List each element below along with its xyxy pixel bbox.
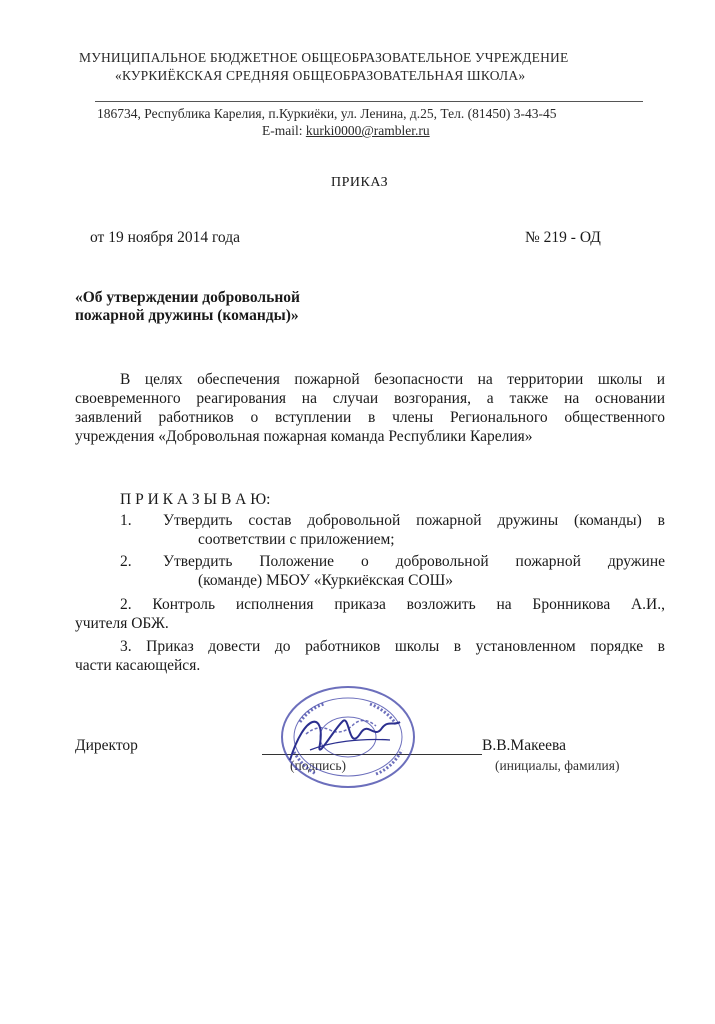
preamble-line3: заявлений работников о вступлении в члены Регионального общественного [75,409,665,426]
order-item-2-line1: Утвердить Положение о добровольной пожарной дружине [163,553,665,570]
signer-name: В.В.Макеева [482,737,566,754]
email-link[interactable]: kurki0000@rambler.ru [305,123,430,138]
signature-caption: (подпись) [290,758,347,773]
email-label: E-mail: [262,123,303,138]
official-stamp-icon [270,682,420,792]
inform-line2: части касающейся. [75,657,201,674]
order-item-1-line2: соответствии с приложением; [198,531,395,548]
org-name-line1: МУНИЦИПАЛЬНОЕ БЮДЖЕТНОЕ ОБЩЕОБРАЗОВАТЕЛЬНОЕ УЧРЕЖДЕНИЕ [79,50,569,65]
org-name-line2: «КУРКИЁКСКАЯ СРЕДНЯЯ ОБЩЕОБРАЗОВАТЕЛЬНАЯ ШКОЛА» [115,68,526,83]
document-subject-line1: «Об утверждении добровольной [75,289,300,306]
document-type: ПРИКАЗ [331,175,389,190]
control-line2: учителя ОБЖ. [75,615,169,632]
document-date: от 19 ноября 2014 года [90,229,241,246]
order-item-2-line2: (команде) МБОУ «Куркиёкская СОШ» [198,572,454,589]
org-email-row [262,123,430,139]
inform-line1: 3. Приказ довести до работников школы в установленном порядке в [120,638,665,655]
control-line1: 2. Контроль исполнения приказа возложить на Бронникова А.И., [120,596,665,613]
org-address: 186734, Республика Карелия, п.Куркиёки, ул. Ленина, д.25, Тел. (81450) 3-43-45 [97,106,557,121]
signer-position: Директор [75,737,138,754]
order-item-1-number: 1. [120,512,132,529]
order-heading: П Р И К А З Ы В А Ю: [120,491,271,508]
preamble-line2: своевременного реагирования на случаи возгорания, а также на основании [75,390,665,407]
order-item-2-number: 2. [120,553,132,570]
letterhead-divider [95,101,643,102]
preamble-line1: В целях обеспечения пожарной безопасности на территории школы и [120,371,665,388]
name-caption: (инициалы, фамилия) [495,758,620,773]
preamble-line4: учреждения «Добровольная пожарная команда Республики Карелия» [75,428,533,445]
document-number: № 219 - ОД [525,229,601,246]
order-item-1-line1: Утвердить состав добровольной пожарной дружины (команды) в [163,512,665,529]
document-subject-line2: пожарной дружины (команды)» [75,307,299,324]
